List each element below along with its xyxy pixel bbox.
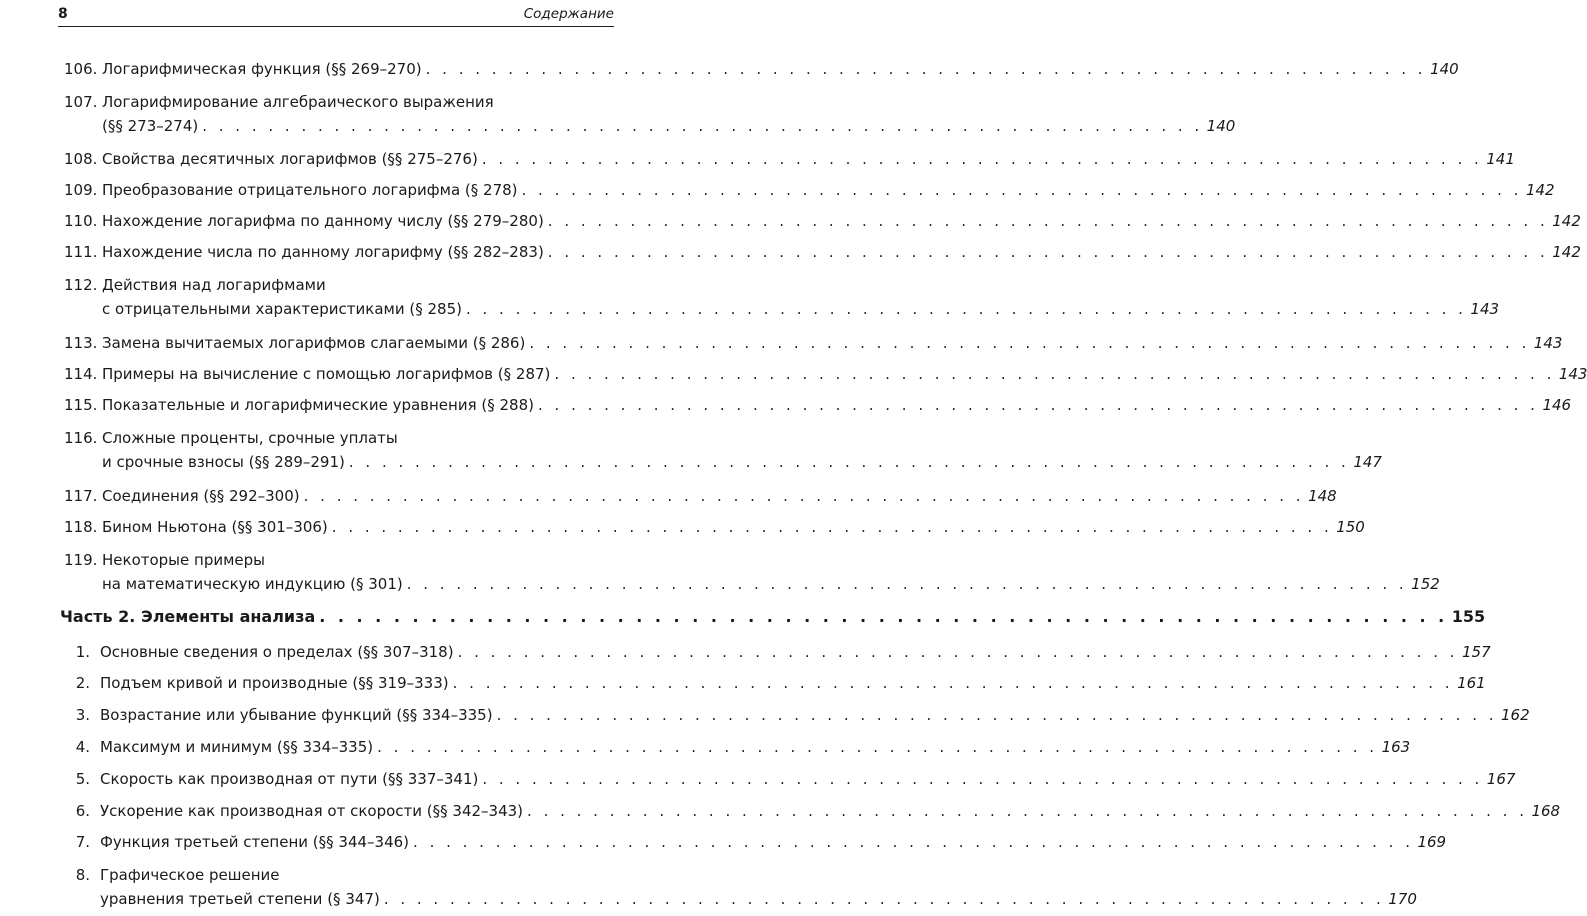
running-head: Содержание (523, 6, 614, 22)
entry-number: 7. (75, 833, 90, 851)
toc-entry (64, 362, 1587, 386)
entry-title: Логарифмическая функция (§§ 269–270) (102, 60, 422, 78)
entry-number: 106. (64, 60, 98, 78)
entry-title: Свойства десятичных логарифмов (§§ 275–276) (102, 150, 478, 168)
entry-number: 4. (75, 738, 90, 756)
entry-title: и срочные взносы (§§ 289–291) (102, 453, 345, 471)
entry-number: 1. (75, 643, 90, 661)
toc-subentry (74, 671, 1486, 695)
entry-number: 2. (75, 674, 90, 692)
dot-leader: . . . . . . . . . . . . . . . . . . . . . . . . . . . . . . . . . . . . . . . . . . . . . . . . . . . . . . . . . . . . . (331, 518, 1333, 536)
entry-page: 147 (1353, 453, 1382, 471)
entry-page: 169 (1417, 833, 1447, 851)
toc-subentry (74, 767, 1516, 791)
entry-page: 150 (1336, 518, 1365, 536)
toc-entry (64, 90, 1236, 138)
toc-entry (64, 331, 1563, 355)
entry-title: Примеры на вычисление с помощью логарифмов (§ 287) (102, 365, 551, 383)
entry-title: Нахождение числа по данному логарифму (§§ 282–283) (102, 243, 544, 261)
dot-leader: . . . . . . . . . . . . . . . . . . . . . . . . . . . . . . . . . . . . . . . . . . . . . . . . . . . . . . . . . . . . . (383, 890, 1385, 908)
entry-title: с отрицательными характеристиками (§ 285) (102, 300, 462, 318)
entry-page: 140 (1206, 117, 1236, 135)
entry-page: 142 (1552, 243, 1581, 261)
entry-page: 143 (1470, 300, 1500, 318)
dot-leader: . . . . . . . . . . . . . . . . . . . . . . . . . . . . . . . . . . . . . . . . . . . . . . . . . . . . . . . . . . . . . (202, 117, 1203, 135)
entry-number: 111. (64, 243, 98, 261)
entry-number: 3. (75, 706, 90, 724)
entry-page: 140 (1430, 60, 1459, 78)
entry-number: 6. (75, 802, 90, 820)
entry-title: Бином Ньютона (§§ 301–306) (102, 518, 328, 536)
entry-number: 107. (64, 93, 98, 111)
toc-subentry (74, 640, 1491, 664)
dot-leader: . . . . . . . . . . . . . . . . . . . . . . . . . . . . . . . . . . . . . . . . . . . . . . . . . . . . . . . . . . . . . (457, 643, 1458, 661)
dot-leader: . . . . . . . . . . . . . . . . . . . . . . . . . . . . . . . . . . . . . . . . . . . . . . . . . . . . . . . . . . . . . (538, 396, 1539, 414)
dot-leader: . . . . . . . . . . . . . . . . . . . . . . . . . . . . . . . . . . . . . . . . . . . . . . . . . . . . . . . . . . . . . (406, 575, 1408, 593)
entry-title: (§§ 273–274) (102, 117, 199, 135)
entry-page: 142 (1552, 212, 1581, 230)
entry-page: 142 (1525, 181, 1555, 199)
dot-leader: . . . . . . . . . . . . . . . . . . . . . . . . . . . . . . . . . . . . . . . . . . . . . . . . . . . . . . . . . . . . . (319, 607, 1448, 626)
toc-entry (64, 178, 1555, 202)
entry-page: 161 (1457, 674, 1486, 692)
toc-entry (64, 240, 1581, 264)
entry-title: Сложные проценты, срочные уплаты (102, 429, 398, 447)
entry-title: Ускорение как производная от скорости (§§ 342–343) (100, 802, 524, 820)
part-heading (60, 607, 1486, 627)
entry-title: Максимум и минимум (§§ 334–335) (100, 738, 374, 756)
entry-page: 162 (1501, 706, 1530, 724)
toc-subentry (74, 830, 1447, 854)
entry-number: 108. (64, 150, 98, 168)
dot-leader: . . . . . . . . . . . . . . . . . . . . . . . . . . . . . . . . . . . . . . . . . . . . . . . . . . . . . . . . . . . . . (554, 365, 1555, 383)
dot-leader: . . . . . . . . . . . . . . . . . . . . . . . . . . . . . . . . . . . . . . . . . . . . . . . . . . . . . . . . . . . . . (529, 334, 1530, 352)
dot-leader: . . . . . . . . . . . . . . . . . . . . . . . . . . . . . . . . . . . . . . . . . . . . . . . . . . . . . . . . . . . . . (547, 243, 1549, 261)
dot-leader: . . . . . . . . . . . . . . . . . . . . . . . . . . . . . . . . . . . . . . . . . . . . . . . . . . . . . . . . . . . . . (425, 60, 1427, 78)
entry-number: 117. (64, 487, 98, 505)
entry-number: 114. (64, 365, 98, 383)
dot-leader: . . . . . . . . . . . . . . . . . . . . . . . . . . . . . . . . . . . . . . . . . . . . . . . . . . . . . . . . . . . . . (527, 802, 1528, 820)
entry-title: на математическую индукцию (§ 301) (102, 575, 403, 593)
entry-title: Показательные и логарифмические уравнения (§ 288) (102, 396, 534, 414)
entry-number: 112. (64, 276, 98, 294)
entry-title: Возрастание или убывание функций (§§ 334–335) (100, 706, 493, 724)
toc-subentry (74, 735, 1411, 759)
toc-entry (64, 147, 1515, 171)
toc-entry (64, 426, 1382, 474)
toc-entry (64, 209, 1581, 233)
entry-number: 115. (64, 396, 98, 414)
entry-page: 143 (1558, 365, 1587, 383)
dot-leader: . . . . . . . . . . . . . . . . . . . . . . . . . . . . . . . . . . . . . . . . . . . . . . . . . . . . . . . . . . . . . (413, 833, 1414, 851)
entry-title: Преобразование отрицательного логарифма (§ 278) (102, 181, 518, 199)
entry-title: Действия над логарифмами (102, 276, 326, 294)
entry-number: 118. (64, 518, 98, 536)
entry-title: Соединения (§§ 292–300) (102, 487, 300, 505)
entry-page: 170 (1388, 890, 1417, 908)
entry-number: 109. (64, 181, 98, 199)
entry-page: 157 (1462, 643, 1491, 661)
dot-leader: . . . . . . . . . . . . . . . . . . . . . . . . . . . . . . . . . . . . . . . . . . . . . . . . . . . . . . . . . . . . . (521, 181, 1522, 199)
entry-page: 163 (1381, 738, 1411, 756)
entry-title: Некоторые примеры (102, 551, 266, 569)
dot-leader: . . . . . . . . . . . . . . . . . . . . . . . . . . . . . . . . . . . . . . . . . . . . . . . . . . . . . . . . . . . . . (547, 212, 1549, 230)
part-title: Часть 2. Элементы анализа (60, 607, 316, 626)
page-number: 8 (58, 6, 68, 22)
dot-leader: . . . . . . . . . . . . . . . . . . . . . . . . . . . . . . . . . . . . . . . . . . . . . . . . . . . . . . . . . . . . . (452, 674, 1454, 692)
entry-title: Основные сведения о пределах (§§ 307–318) (100, 643, 454, 661)
entry-page: 146 (1542, 396, 1572, 414)
entry-title: Логарифмирование алгебраического выражения (102, 93, 494, 111)
entry-title: Замена вычитаемых логарифмов слагаемыми (§ 286) (102, 334, 526, 352)
entry-page: 148 (1308, 487, 1337, 505)
dot-leader: . . . . . . . . . . . . . . . . . . . . . . . . . . . . . . . . . . . . . . . . . . . . . . . . . . . . . . . . . . . . . (465, 300, 1467, 318)
entry-page: 167 (1486, 770, 1516, 788)
entry-page: 141 (1486, 150, 1515, 168)
toc-entry (64, 548, 1440, 596)
toc-subentry (74, 799, 1561, 823)
entry-title: Графическое решение (100, 866, 280, 884)
entry-title: Нахождение логарифма по данному числу (§§ 279–280) (102, 212, 544, 230)
entry-number: 116. (64, 429, 98, 447)
entry-page: 152 (1411, 575, 1440, 593)
toc-entry (64, 515, 1365, 539)
dot-leader: . . . . . . . . . . . . . . . . . . . . . . . . . . . . . . . . . . . . . . . . . . . . . . . . . . . . . . . . . . . . . (377, 738, 1378, 756)
entry-title: Подъем кривой и производные (§§ 319–333) (100, 674, 449, 692)
dot-leader: . . . . . . . . . . . . . . . . . . . . . . . . . . . . . . . . . . . . . . . . . . . . . . . . . . . . . . . . . . . . . (481, 150, 1483, 168)
entry-number: 113. (64, 334, 98, 352)
toc-subentry (74, 863, 1417, 911)
toc-entry (64, 484, 1337, 508)
part-page: 155 (1451, 607, 1486, 626)
entry-number: 5. (75, 770, 90, 788)
entry-number: 110. (64, 212, 98, 230)
dot-leader: . . . . . . . . . . . . . . . . . . . . . . . . . . . . . . . . . . . . . . . . . . . . . . . . . . . . . . . . . . . . . (348, 453, 1350, 471)
entry-page: 168 (1531, 802, 1561, 820)
dot-leader: . . . . . . . . . . . . . . . . . . . . . . . . . . . . . . . . . . . . . . . . . . . . . . . . . . . . . . . . . . . . . (303, 487, 1305, 505)
entry-title: уравнения третьей степени (§ 347) (100, 890, 380, 908)
dot-leader: . . . . . . . . . . . . . . . . . . . . . . . . . . . . . . . . . . . . . . . . . . . . . . . . . . . . . . . . . . . . . (482, 770, 1483, 788)
toc-entry (64, 57, 1459, 81)
toc-entry (64, 273, 1500, 321)
entry-number: 119. (64, 551, 98, 569)
entry-number: 8. (75, 866, 90, 884)
toc-subentry (74, 703, 1530, 727)
entry-title: Функция третьей степени (§§ 344–346) (100, 833, 410, 851)
entry-page: 143 (1533, 334, 1563, 352)
entry-title: Скорость как производная от пути (§§ 337–341) (100, 770, 479, 788)
dot-leader: . . . . . . . . . . . . . . . . . . . . . . . . . . . . . . . . . . . . . . . . . . . . . . . . . . . . . . . . . . . . . (496, 706, 1498, 724)
toc-entry (64, 393, 1572, 417)
